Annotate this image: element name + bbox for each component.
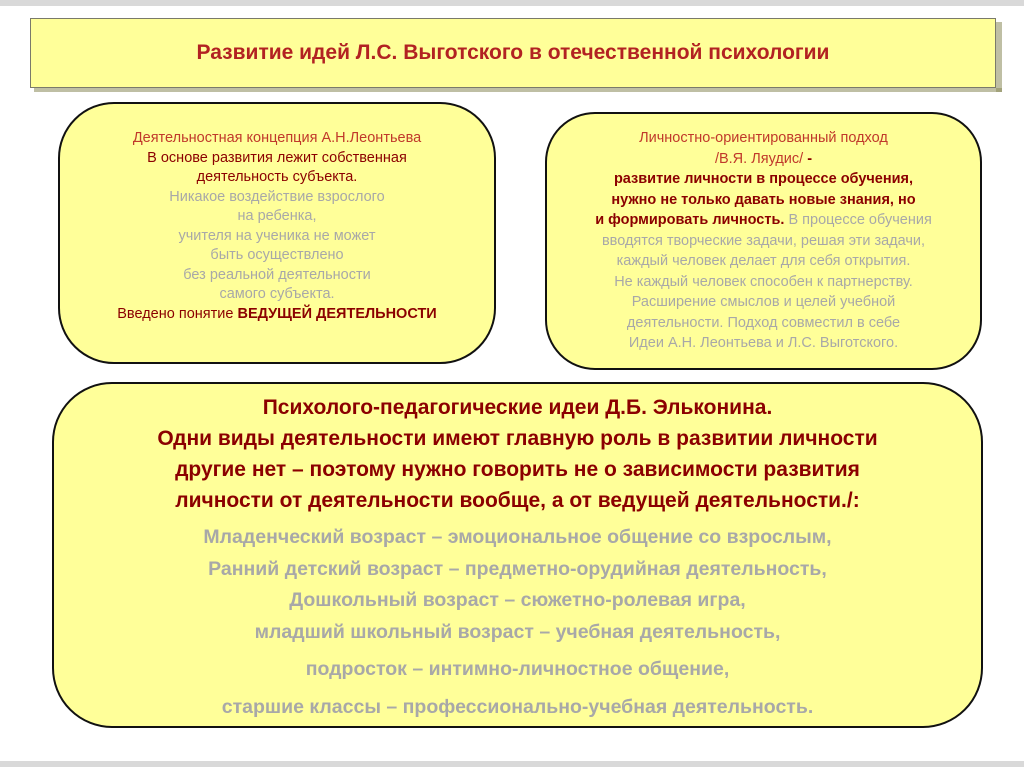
title-shadow-bottom (34, 88, 1002, 92)
lyaudis-grey-line: каждый человек делает для себя открытия. (616, 253, 911, 269)
lyaudis-mixed-grey: В процессе обучения (784, 212, 932, 228)
age-stage-senior-school: старшие классы – профессионально-учебная деятельность. (221, 695, 814, 718)
age-stage-preschool: Дошкольный возраст – сюжетно-ролевая игра, (289, 589, 746, 611)
leading-activity-line (60, 305, 494, 325)
age-stage-early-childhood: Ранний детский возраст – предметно-орудийная деятельность, (208, 557, 827, 580)
lyaudis-bold-line: развитие личности в процессе обучения, (613, 171, 914, 187)
lyaudis-grey-line: вводятся творческие задачи, решая эти задачи, (601, 232, 926, 249)
elkonin-heading-line: другие нет – поэтому нужно говорить не о зависимости развития (175, 458, 860, 481)
title-shadow (996, 22, 1002, 92)
lyaudis-author: /В.Я. Ляудис/ (714, 150, 804, 167)
lyaudis-mixed-bold: и формировать личность. (595, 212, 785, 228)
lyaudis-mixed-line (547, 210, 980, 231)
leontiev-concept-card (58, 102, 496, 364)
leontiev-line: В основе развития лежит собственная (147, 149, 407, 166)
lyaudis-heading: Личностно-ориентированный подход (639, 130, 888, 146)
age-stage-infancy: Младенческий возраст – эмоциональное общение со взрослым, (203, 526, 832, 548)
leontiev-grey-line: Никакое воздействие взрослого (169, 188, 385, 205)
lyaudis-author-line (547, 149, 980, 170)
lyaudis-bold-line: нужно не только давать новые знания, но (611, 191, 916, 208)
leontiev-grey-line: без реальной деятельности (183, 266, 371, 283)
leontiev-line: деятельность субъекта. (196, 169, 358, 185)
elkonin-heading-line: личности от деятельности вообще, а от ведущей деятельности./: (175, 489, 860, 512)
elkonin-ideas-card (52, 382, 983, 728)
lyaudis-dash: - (803, 150, 813, 167)
lyaudis-grey-line: Расширение смыслов и целей учебной (631, 294, 896, 310)
lyaudis-grey-line: Идеи А.Н. Леонтьева и Л.С. Выготского. (628, 335, 899, 351)
lyaudis-grey-line: деятельности. Подход совместил в себе (626, 314, 901, 331)
slide-top-edge (0, 0, 1024, 6)
age-stage-primary-school: младший школьный возраст – учебная деятельность, (254, 620, 781, 643)
lyaudis-approach-card (545, 112, 982, 370)
leontiev-grey-line: самого субъекта. (219, 286, 335, 302)
leading-activity-prefix: Введено понятие (117, 305, 238, 322)
leontiev-grey-line: быть осуществлено (210, 247, 344, 263)
leading-activity-term: ВЕДУЩЕЙ ДЕЯТЕЛЬНОСТИ (237, 305, 437, 322)
slide-title: Развитие идей Л.С. Выготского в отечественной психологии (30, 18, 996, 88)
leontiev-grey-line: учителя на ученика не может (178, 227, 376, 244)
age-stage-adolescence: подросток – интимно-личностное общение, (305, 658, 730, 680)
slide-bottom-edge (0, 761, 1024, 767)
lyaudis-grey-line: Не каждый человек способен к партнерству. (614, 273, 913, 290)
elkonin-heading: Психолого-педагогические идеи Д.Б. Эльконина. (262, 396, 773, 419)
leontiev-heading: Деятельностная концепция А.Н.Леонтьева (132, 130, 422, 146)
leontiev-grey-line: на ребенка, (237, 208, 317, 224)
elkonin-heading-line: Одни виды деятельности имеют главную роль в развитии личности (157, 427, 878, 450)
